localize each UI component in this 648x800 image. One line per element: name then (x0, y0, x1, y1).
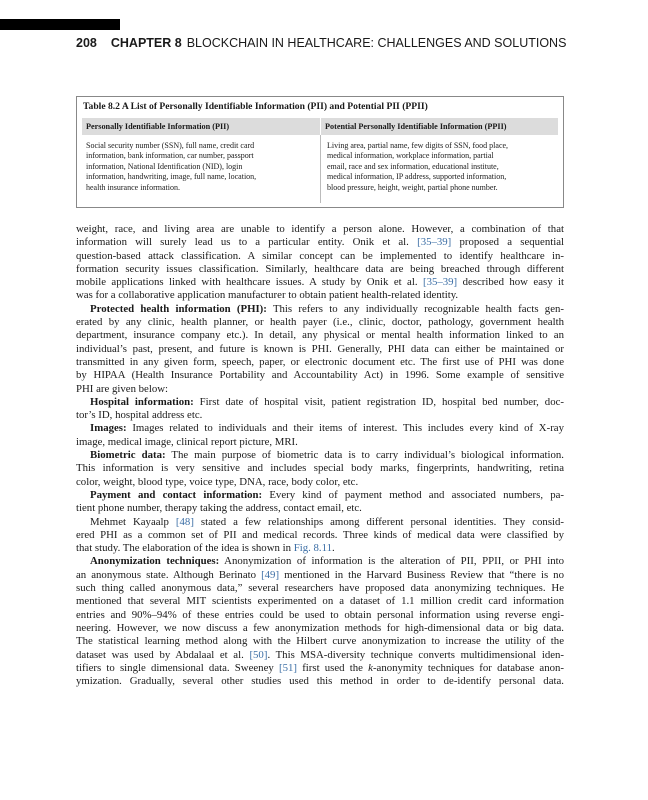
text-line: PHI are given below: (76, 382, 169, 395)
text-line: ymization. Gradually, several other studies used this method in order to de-identify personal data. (76, 675, 564, 688)
table-header-pii: Personally Identifiable Information (PII) (86, 122, 230, 131)
page-number: 208 (76, 36, 97, 50)
text-line: information will surely lead us to a particular entity. Onik et al. [35–39] proposed a sequential (76, 236, 565, 249)
table-line: medical information, workplace information, partial (327, 151, 494, 161)
citation-link[interactable]: [51] (278, 661, 297, 674)
text-line: mentioned that several MIT scientists experimented on a dataset of 1.1 million credit card information (76, 595, 564, 608)
section-heading-hospital: Hospital information: (90, 395, 194, 408)
table-caption: Table 8.2 A List of Personally Identifiable Information (PII) and Potential PII (PPII) (83, 101, 428, 112)
table-line: blood pressure, height, weight, partial phone number. (327, 182, 498, 192)
text-line: tient phone number, therapy taking the address, contact email, etc. (76, 502, 362, 515)
text-line: individual’s past, present, and future is known is PHI. Generally, PHI data can either be maintained or (76, 342, 564, 355)
table-line: Living area, partial name, few digits of SSN, food place, (327, 141, 509, 150)
table-line: information, handwriting, image, full name, location, (86, 172, 257, 182)
citation-link[interactable]: [50] (249, 648, 268, 661)
text-line: erated by any clinic, health planner, or health payer (i.e., clinic, doctor, pathology, government health (76, 316, 564, 329)
text-line: dataset was used by Abdalaal et al. [50]. This MSA-diversity technique converts multidimensional iden- (76, 648, 564, 661)
section-heading-biometric: Biometric data: (90, 449, 166, 462)
text-line: question-based attack classification. A similar concept can be implemented to identify healthcare in- (76, 249, 564, 262)
text-line: This information is very sensitive and includes special body marks, fingerprints, handwriting, retina (76, 462, 564, 475)
text-line: weight, race, and living area are unable to identify a person alone. However, a combination of that (76, 223, 564, 235)
table-line: information, National Identification (NID), login (86, 161, 243, 171)
chapter-title: BLOCKCHAIN IN HEALTHCARE: CHALLENGES AND SOLUTIONS (186, 36, 567, 50)
text-line: image, medical image, clinical report picture, MRI. (76, 435, 298, 448)
citation-link[interactable]: [35–39] (422, 276, 458, 289)
text-line: by HIPAA (Health Insurance Portability and Accountability Act) in 1996. Some example of sensitive (76, 369, 564, 382)
text-line: Payment and contact information: Every kind of payment method and associated numbers, pa- (90, 488, 565, 501)
text-line: was for a collaborative application manufacturer to obtain patient health-related identity. (76, 289, 459, 302)
body-text (76, 223, 564, 688)
table-line: email, race and sex information, educational institute, (327, 161, 499, 171)
table-body-row (82, 135, 558, 203)
section-heading-images: Images: (90, 422, 127, 435)
table-line: health insurance information. (86, 182, 180, 192)
text-line: Anonymization techniques: Anonymization of information is the alteration of PII, PPII, or PHI into (90, 555, 564, 568)
text-line: entries and 90%–94% of these entries could be used to obtain personal information using reverse engi- (76, 608, 564, 621)
citation-link[interactable]: [49] (261, 568, 280, 581)
table-cell-ppii (320, 135, 558, 203)
table-line: medical information, IP address, supported information, (327, 172, 507, 182)
text-line: Hospital information: First date of hospital visit, patient registration ID, hospital bed number, doc- (90, 395, 564, 408)
figure-link[interactable]: Fig. 8.11 (293, 542, 332, 555)
table-line: information, bank information, car number, passport (86, 151, 254, 161)
text-line: ered PHI as a common set of PII and medical records. Three kinds of medical data were classified by (76, 528, 564, 541)
table-cell-pii (82, 135, 320, 203)
text-line: that study. The elaboration of the idea is shown in Fig. 8.11. (76, 542, 335, 555)
header-bar-decoration (0, 19, 120, 30)
citation-link[interactable]: [48] (175, 515, 194, 528)
text-line: department, insurance company etc.). In detail, any physical or mental health information linked to an (76, 329, 564, 342)
text-line: The statistical learning method along with the Hilbert curve anonymization to increase the utility of the (76, 635, 564, 648)
text-line: color, weight, blood type, voice type, DNA, race, body color, etc. (76, 475, 359, 488)
section-heading-payment: Payment and contact information: (90, 488, 263, 501)
table-header-row (82, 118, 558, 135)
text-line: Protected health information (PHI): This refers to any individually recognizable health facts gen- (90, 302, 564, 315)
table-header-ppii: Potential Personally Identifiable Information (PPII) (320, 118, 558, 135)
pii-table (76, 96, 564, 208)
running-header (76, 36, 576, 50)
text-line: formation security issues classification. Similarly, healthcare data are being breached through different (76, 262, 564, 275)
section-heading-phi: Protected health information (PHI): (90, 302, 267, 315)
citation-link[interactable]: [35–39] (417, 236, 452, 249)
text-line: an anonymous state. Although Berinato [49] mentioned in the Harvard Business Review that “there is no (76, 568, 564, 581)
section-heading-anonymization: Anonymization techniques: (90, 555, 220, 568)
text-line: Images: Images related to individuals and their items of interest. This includes every kind of X-ray (90, 422, 564, 435)
text-line: Mehmet Kayaalp [48] stated a few relationships among different personal identities. They consid- (90, 515, 565, 528)
text-line: neering. However, we now discuss a few anonymization methods for high-dimensional data or big data. (76, 621, 564, 634)
text-line: such thing called anonymous data,” several researchers have proposed data anonymizing techniques. He (76, 582, 564, 595)
text-line: tifiers to single dimensional data. Sweeney [51] first used the k-anonymity techniques for database anon- (76, 661, 565, 674)
chapter-label: CHAPTER 8 (110, 36, 182, 50)
text-line: Biometric data: The main purpose of biometric data is to carry individual’s biological information. (90, 449, 564, 462)
table-line: Social security number (SSN), full name, credit card (86, 141, 255, 150)
text-line: transmitted in any given form, speech, paper, or electronic document etc. The first use of PHI was done (76, 355, 564, 368)
text-line: tor’s ID, hospital address etc. (76, 409, 203, 422)
text-line: mobile applications linked with healthcare issues. A study by Onik et al. [35–39] described how easy it (76, 276, 565, 289)
